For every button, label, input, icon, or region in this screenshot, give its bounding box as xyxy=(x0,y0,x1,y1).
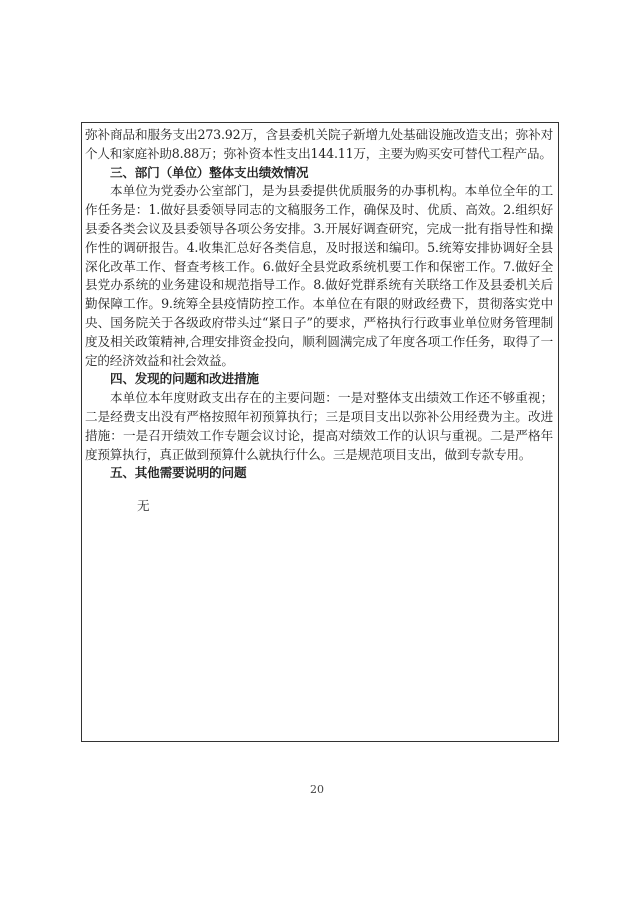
paragraph-section-4: 本单位本年度财政支出存在的主要问题：一是对整体支出绩效工作还不够重视；二是经费支出没有严格按照年初预算执行；三是项目支出以弥补公用经费为主。改进措施：一是召开绩效工作专题会议讨论，提高对绩效工作的认识与重视。二是严格年度预算执行，真正做到预算什么就执行什么。三是规范项目支出，做到专款专用。 xyxy=(85,390,553,462)
document-body xyxy=(85,126,553,516)
none-text: 无 xyxy=(137,498,150,514)
paragraph-section-3: 本单位为党委办公室部门，是为县委提供优质服务的办事机构。本单位全年的工作任务是：1.做好县委领导同志的文稿服务工作，确保及时、优质、高效。2.组织好县委各类会议及县委领导各项公务安排。3.开展好调查研究，完成一批有指导性和操作性的调研报告。4.收集汇总好各类信息，及时报送和编印。5.统筹安排协调好全县深化改革工作、督查考核工作。6.做好全县党政系统机要工作和保密工作。7.做好全县党办系统的业务建设和规范指导工作。8.做好党群系统有关联络工作及县委机关后勤保障工作。9.统筹全县疫情防控工作。本单位在有限的财政经费下，贯彻落实党中央、国务院关于各级政府带头过“紧日子”的要求，严格执行行政事业单位财务管理制度及相关政策精神,合理安排资金投向，顺利圆满完成了年度各项工作任务，取得了一定的经济效益和社会效益。 xyxy=(85,183,553,368)
page-number: 20 xyxy=(310,783,324,796)
section-heading-3: 三、部门（单位）整体支出绩效情况 xyxy=(110,164,309,180)
paragraph-continuation: 弥补商品和服务支出273.92万，含县委机关院子新增九处基础设施改造支出；弥补对个人和家庭补助8.88万；弥补资本性支出144.11万，主要为购买安可替代工程产品。 xyxy=(85,127,553,161)
section-heading-5: 五、其他需要说明的问题 xyxy=(110,465,247,481)
section-heading-4: 四、发现的问题和改进措施 xyxy=(110,371,259,387)
